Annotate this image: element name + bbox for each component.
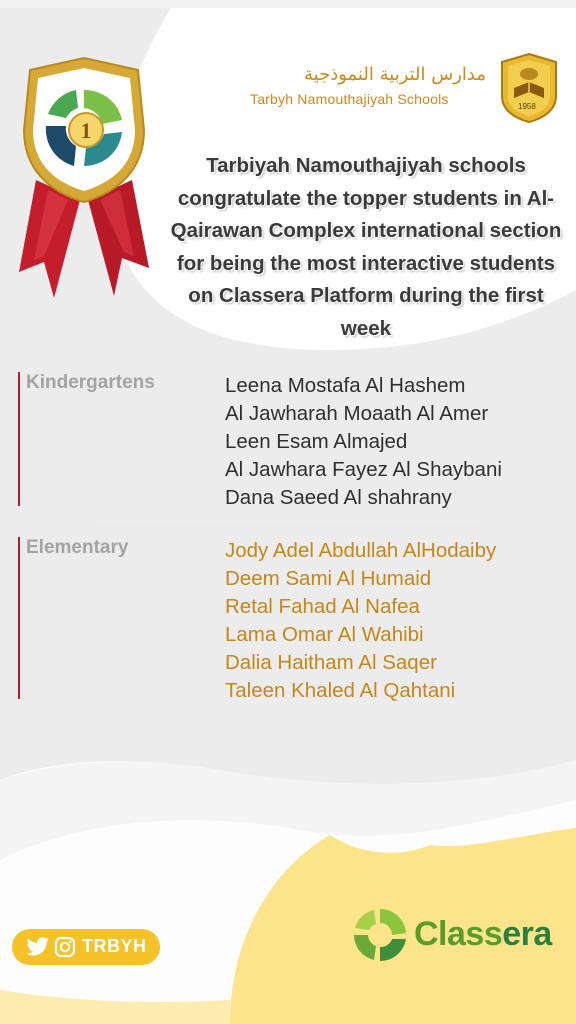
- section-bar: [18, 537, 20, 699]
- section-bar: [18, 372, 20, 506]
- instagram-icon[interactable]: [54, 936, 76, 958]
- student-name: Dana Saeed Al shahrany: [225, 486, 452, 509]
- student-name: Jody Adel Abdullah AlHodaiby: [225, 539, 497, 562]
- headline: Tarbiyah Namouthajiyah schools congratulate the topper students in Al-Qairawan Complex international section for being the most interactive students on Classera Platform during the first week: [170, 154, 562, 340]
- section-label-elementary: Elementary: [26, 537, 129, 558]
- section-divider: [28, 520, 548, 522]
- student-name: Al Jawharah Moaath Al Amer: [225, 402, 489, 425]
- social-handle: TRBYH: [82, 936, 147, 956]
- student-name: Taleen Khaled Al Qahtani: [225, 679, 456, 702]
- student-name: Dalia Haitham Al Saqer: [225, 651, 437, 674]
- twitter-icon[interactable]: [26, 936, 50, 958]
- kindergartens-names: [225, 372, 502, 512]
- classera-logo-icon: [350, 905, 410, 965]
- student-name: Leena Mostafa Al Hashem: [225, 374, 466, 397]
- section-label-kindergartens: Kindergartens: [26, 372, 155, 393]
- school-name-english: Tarbyh Namouthajiyah Schools: [250, 91, 449, 107]
- school-emblem-icon: [498, 52, 560, 124]
- student-name: Leen Esam Almajed: [225, 430, 408, 453]
- social-handle-badge[interactable]: [12, 929, 160, 965]
- classera-wordmark-part1: Class: [414, 915, 503, 953]
- medal-icon: [14, 50, 154, 300]
- student-name: Al Jawhara Fayez Al Shaybani: [225, 458, 502, 481]
- school-name-arabic: مدارس التربية النموذجية: [304, 64, 486, 85]
- elementary-names: [225, 537, 496, 705]
- classera-wordmark-part2: era: [502, 915, 552, 953]
- medal-rank: 1: [80, 118, 92, 143]
- kindergartens-section: [18, 372, 558, 509]
- student-name: Deem Sami Al Humaid: [225, 567, 432, 590]
- student-name: Lama Omar Al Wahibi: [225, 623, 424, 646]
- classera-wordmark: [414, 915, 552, 954]
- emblem-year: 1958: [518, 102, 536, 111]
- student-name: Retal Fahad Al Nafea: [225, 595, 420, 618]
- elementary-section: [18, 537, 558, 702]
